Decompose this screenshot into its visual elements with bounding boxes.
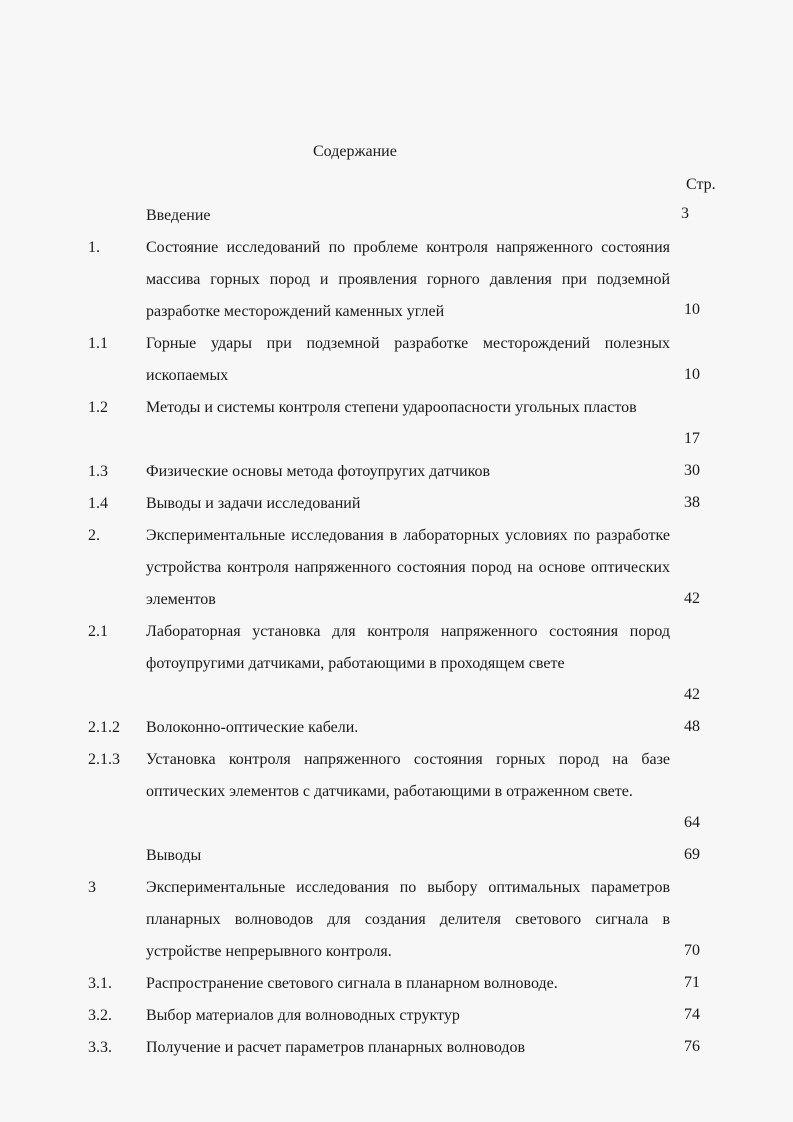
toc-entry-title: Состояние исследований по проблеме контроля напряженного состояния массива горных пород и проявления горного давления при подземной разработке месторождений каменных углей	[146, 239, 670, 320]
toc-entry-title: Экспериментальные исследования по выбору оптимальных параметров планарных волноводов для создания делителя светового сигнала в устройстве непрерывного контроля.	[146, 879, 670, 960]
toc-entry-number: 3.2.	[88, 1007, 112, 1024]
toc-entry-page: 70	[684, 942, 700, 959]
toc-entry-number: 2.1	[88, 623, 108, 640]
toc-entry-number: 3	[88, 879, 96, 896]
toc-entry-title: Методы и системы контроля степени удароопасности угольных пластов	[146, 399, 637, 416]
toc-entry-number: 2.1.2	[88, 719, 120, 736]
toc-entry-number: 3.1.	[88, 975, 112, 992]
toc-entry-title: Волоконно-оптические кабели.	[146, 719, 359, 736]
toc-entry-title: Распространение светового сигнала в планарном волноводе.	[146, 975, 558, 992]
toc-entry-number: 1.2	[88, 399, 108, 416]
toc-entry-page: 38	[684, 494, 700, 511]
toc-entry-number: 1.3	[88, 463, 108, 480]
page-title: Содержание	[313, 143, 397, 160]
toc-entry-page: 3	[681, 205, 689, 222]
toc-entry-page: 69	[684, 846, 700, 863]
toc-entry-page: 71	[684, 974, 700, 991]
toc-entry-title: Установка контроля напряженного состояния горных пород на базе оптических элементов с датчиками, работающими в отраженном свете.	[146, 751, 670, 800]
toc-entry-page: 48	[684, 718, 700, 735]
toc-entry-title: Экспериментальные исследования в лабораторных условиях по разработке устройства контроля напряженного состояния пород на основе оптических элементов	[146, 527, 670, 608]
toc-entry-title: Введение	[146, 207, 211, 224]
toc-entry-title: Выводы и задачи исследований	[146, 495, 361, 512]
toc-entry-title: Горные удары при подземной разработке месторождений полезных ископаемых	[146, 335, 670, 384]
toc-entry-number: 1.1	[88, 335, 108, 352]
toc-entry-title: Физические основы метода фотоупругих датчиков	[146, 463, 491, 480]
toc-entry-page: 76	[684, 1038, 700, 1055]
toc-entry-page: 17	[684, 430, 700, 447]
toc-entry-title: Лабораторная установка для контроля напряженного состояния пород фотоупругими датчиками, работающими в проходящем свете	[146, 623, 670, 672]
toc-entry-page: 10	[684, 366, 700, 383]
toc-entry-page: 30	[684, 462, 700, 479]
toc-entry-page: 42	[684, 590, 700, 607]
toc-entry-title: Выводы	[146, 847, 202, 864]
toc-entry-page: 10	[684, 301, 700, 318]
page-column-header: Стр.	[686, 176, 716, 193]
toc-entry-title: Получение и расчет параметров планарных волноводов	[146, 1039, 526, 1056]
toc-entry-number: 1.4	[88, 495, 108, 512]
toc-entry-number: 1.	[88, 239, 100, 256]
toc-entry-number: 2.	[88, 527, 100, 544]
toc-entry-page: 42	[684, 686, 700, 703]
toc-entry-number: 3.3.	[88, 1039, 112, 1056]
toc-entry-page: 74	[684, 1006, 700, 1023]
toc-entry-number: 2.1.3	[88, 751, 120, 768]
toc-entry-title: Выбор материалов для волноводных структур	[146, 1007, 460, 1024]
toc-entry-page: 64	[684, 814, 700, 831]
